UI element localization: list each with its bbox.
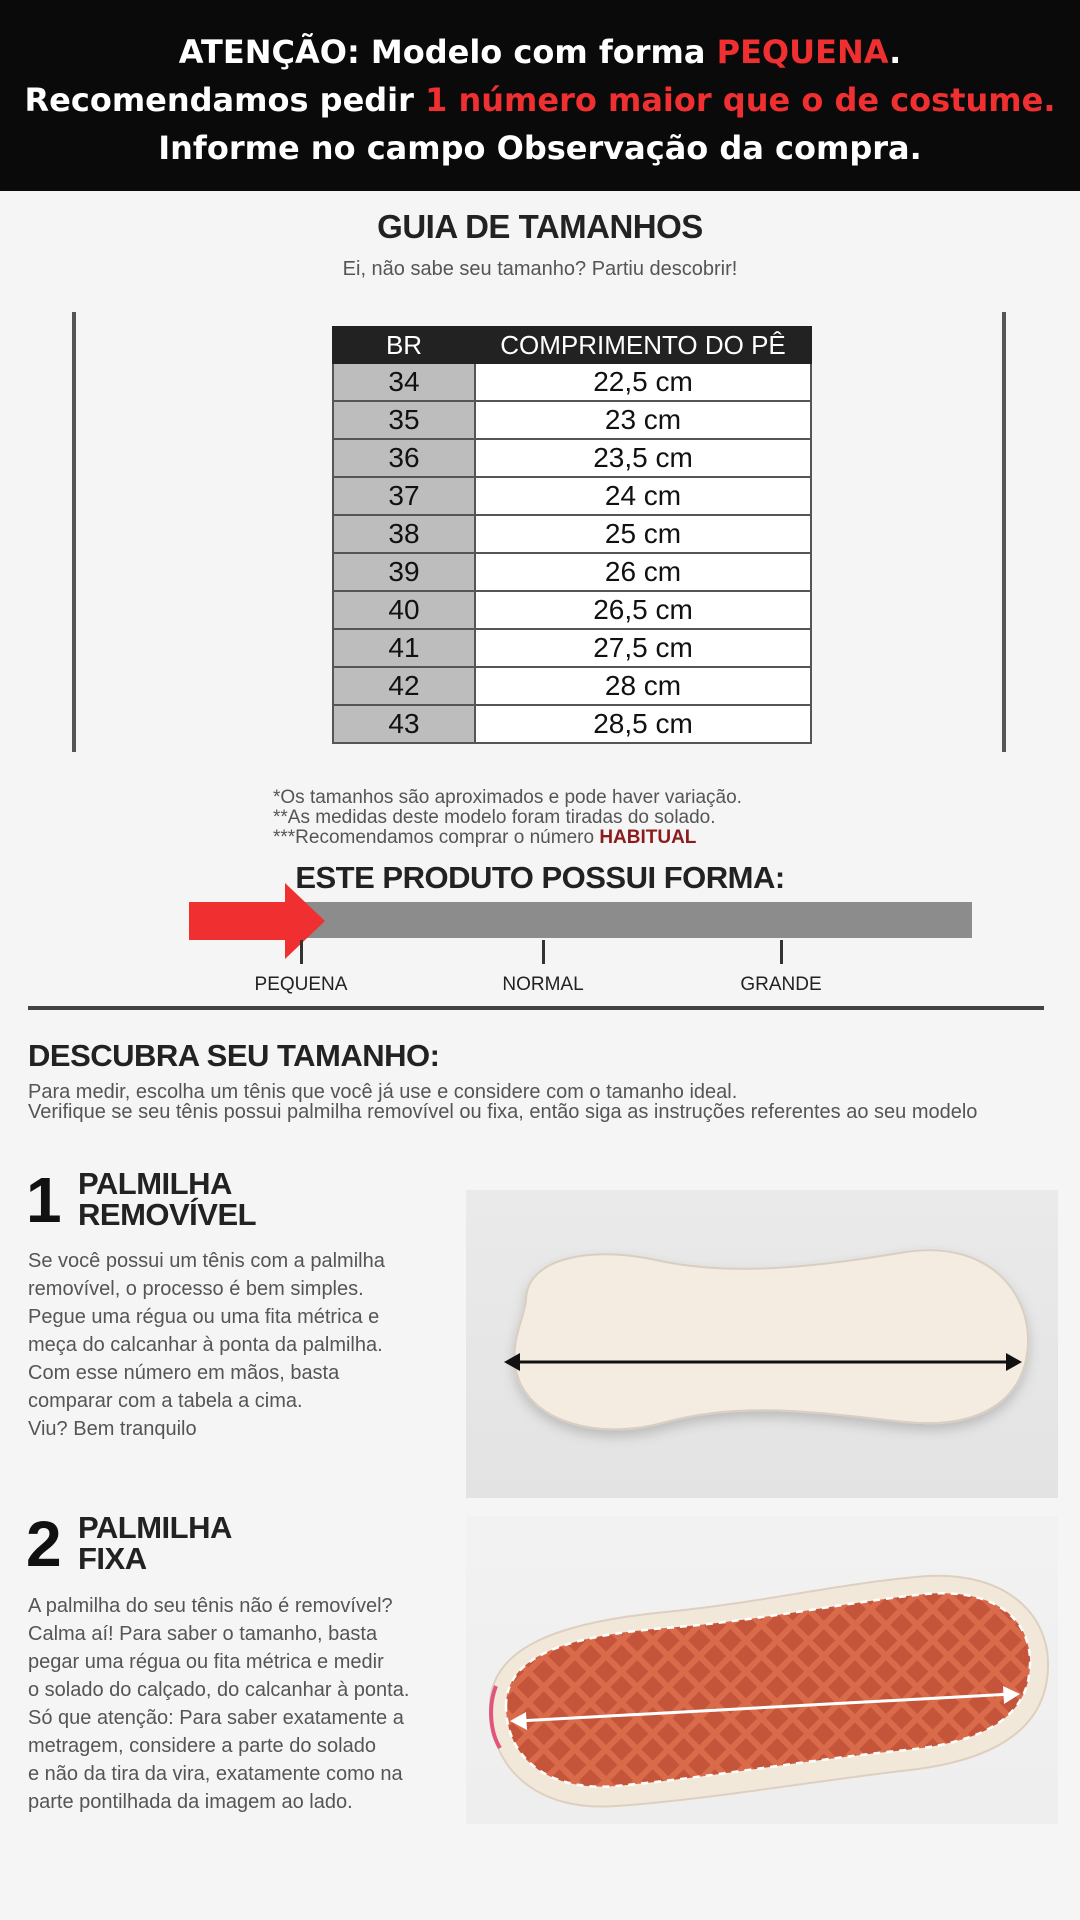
banner-text: .: [889, 33, 902, 71]
size-table-header: [333, 327, 811, 363]
step-1-title: [78, 1168, 256, 1230]
step-2-number: 2: [26, 1508, 62, 1580]
size-br: 35: [333, 401, 475, 439]
frame-left-border: [72, 312, 76, 752]
step-2-text: [28, 1592, 448, 1816]
banner-highlight-shape: PEQUENA: [716, 33, 890, 71]
warning-banner: [0, 0, 1080, 191]
banner-text: ATENÇÃO: Modelo com forma: [178, 33, 717, 71]
table-row: [333, 477, 811, 515]
foot-length: 25 cm: [475, 515, 811, 553]
step-2-title: [78, 1512, 232, 1574]
column-header-length: COMPRIMENTO DO PÊ: [475, 327, 811, 363]
step-2-line: A palmilha do seu tênis não é removível?: [28, 1595, 393, 1617]
tick-pequena: [300, 940, 303, 964]
step-1-title-line-2: REMOVÍVEL: [78, 1197, 257, 1232]
table-row: [333, 667, 811, 705]
note-approximate: *Os tamanhos são aproximados e pode haver variação.: [273, 787, 742, 808]
tick-grande: [780, 940, 783, 964]
step-2-title-line-1: PALMILHA: [78, 1510, 232, 1545]
step-2-line: parte pontilhada da imagem ao lado.: [28, 1791, 353, 1813]
step-2-line: Calma aí! Para saber o tamanho, basta: [28, 1623, 378, 1645]
foot-length: 26,5 cm: [475, 591, 811, 629]
size-br: 39: [333, 553, 475, 591]
banner-highlight-recommendation: 1 número maior que o de costume.: [425, 81, 1056, 119]
step-1-line: Pegue uma régua ou uma fita métrica e: [28, 1306, 380, 1328]
size-br: 43: [333, 705, 475, 743]
step-2-line: e não da tira da vira, exatamente como na: [28, 1763, 403, 1785]
step-1-line: removível, o processo é bem simples.: [28, 1278, 364, 1300]
size-br: 36: [333, 439, 475, 477]
step-2-title-line-2: FIXA: [78, 1541, 147, 1576]
size-br: 40: [333, 591, 475, 629]
step-1-line: Com esse número em mãos, basta: [28, 1362, 340, 1384]
size-br: 42: [333, 667, 475, 705]
size-br: 38: [333, 515, 475, 553]
table-row: [333, 705, 811, 743]
tick-normal: [542, 940, 545, 964]
note-recommend-text: ***Recomendamos comprar o número: [273, 827, 600, 848]
foot-length: 27,5 cm: [475, 629, 811, 667]
shape-label-grande: GRANDE: [740, 974, 822, 995]
shape-title: ESTE PRODUTO POSSUI FORMA:: [295, 860, 785, 895]
sole-illustration: [466, 1516, 1058, 1824]
discover-line-1: Para medir, escolha um tênis que você já use e considere com o tamanho ideal.: [28, 1081, 738, 1103]
foot-length: 24 cm: [475, 477, 811, 515]
insole-illustration: [466, 1190, 1058, 1498]
shape-label-normal: NORMAL: [502, 974, 584, 995]
note-measured-sole: **As medidas deste modelo foram tiradas do solado.: [273, 807, 716, 828]
foot-length: 26 cm: [475, 553, 811, 591]
foot-length: 22,5 cm: [475, 363, 811, 401]
foot-length: 23 cm: [475, 401, 811, 439]
foot-length: 23,5 cm: [475, 439, 811, 477]
discover-title: DESCUBRA SEU TAMANHO:: [28, 1038, 440, 1073]
table-row: [333, 515, 811, 553]
banner-line-3: Informe no campo Observação da compra.: [158, 129, 922, 167]
fixed-insole-sole-image: [466, 1516, 1058, 1824]
shape-scale-bar: [300, 902, 972, 938]
table-row: [333, 439, 811, 477]
size-notes: [273, 788, 742, 848]
size-guide-title: GUIA DE TAMANHOS: [377, 208, 703, 245]
step-1-line: Se você possui um tênis com a palmilha: [28, 1250, 385, 1272]
table-row: [333, 553, 811, 591]
step-1-line: comparar com a tabela a cima.: [28, 1390, 303, 1412]
size-table: [332, 326, 812, 744]
size-br: 34: [333, 363, 475, 401]
foot-length: 28,5 cm: [475, 705, 811, 743]
table-row: [333, 591, 811, 629]
size-br: 37: [333, 477, 475, 515]
column-header-br: BR: [333, 327, 475, 363]
step-1-title-line-1: PALMILHA: [78, 1166, 232, 1201]
table-row: [333, 401, 811, 439]
step-2-line: Só que atenção: Para saber exatamente a: [28, 1707, 404, 1729]
step-1-line: Viu? Bem tranquilo: [28, 1418, 197, 1440]
banner-text: Recomendamos pedir: [24, 81, 426, 119]
section-divider: [28, 1006, 1044, 1010]
banner-line-2: [0, 76, 1080, 124]
foot-length: 28 cm: [475, 667, 811, 705]
step-2-line: metragem, considere a parte do solado: [28, 1735, 376, 1757]
shape-label-pequena: PEQUENA: [254, 974, 348, 995]
step-1-number: 1: [26, 1164, 62, 1236]
note-habitual: HABITUAL: [599, 827, 697, 848]
discover-line-2: Verifique se seu tênis possui palmilha removível ou fixa, então siga as instruções referentes ao seu modelo: [28, 1101, 978, 1123]
discover-intro: [28, 1082, 977, 1122]
size-br: 41: [333, 629, 475, 667]
removable-insole-image: [466, 1190, 1058, 1498]
frame-right-border: [1002, 312, 1006, 752]
table-row: [333, 363, 811, 401]
table-row: [333, 629, 811, 667]
note-recommend: [273, 828, 742, 848]
size-guide-subtitle: Ei, não sabe seu tamanho? Partiu descobrir!: [342, 258, 738, 280]
step-1-line: meça do calcanhar à ponta da palmilha.: [28, 1334, 383, 1356]
step-2-line: o solado do calçado, do calcanhar à ponta.: [28, 1679, 410, 1701]
step-1-text: [28, 1247, 448, 1443]
step-2-line: pegar uma régua ou fita métrica e medir: [28, 1651, 384, 1673]
arrow-right-icon: [189, 883, 329, 959]
banner-line-1: [0, 28, 1080, 76]
